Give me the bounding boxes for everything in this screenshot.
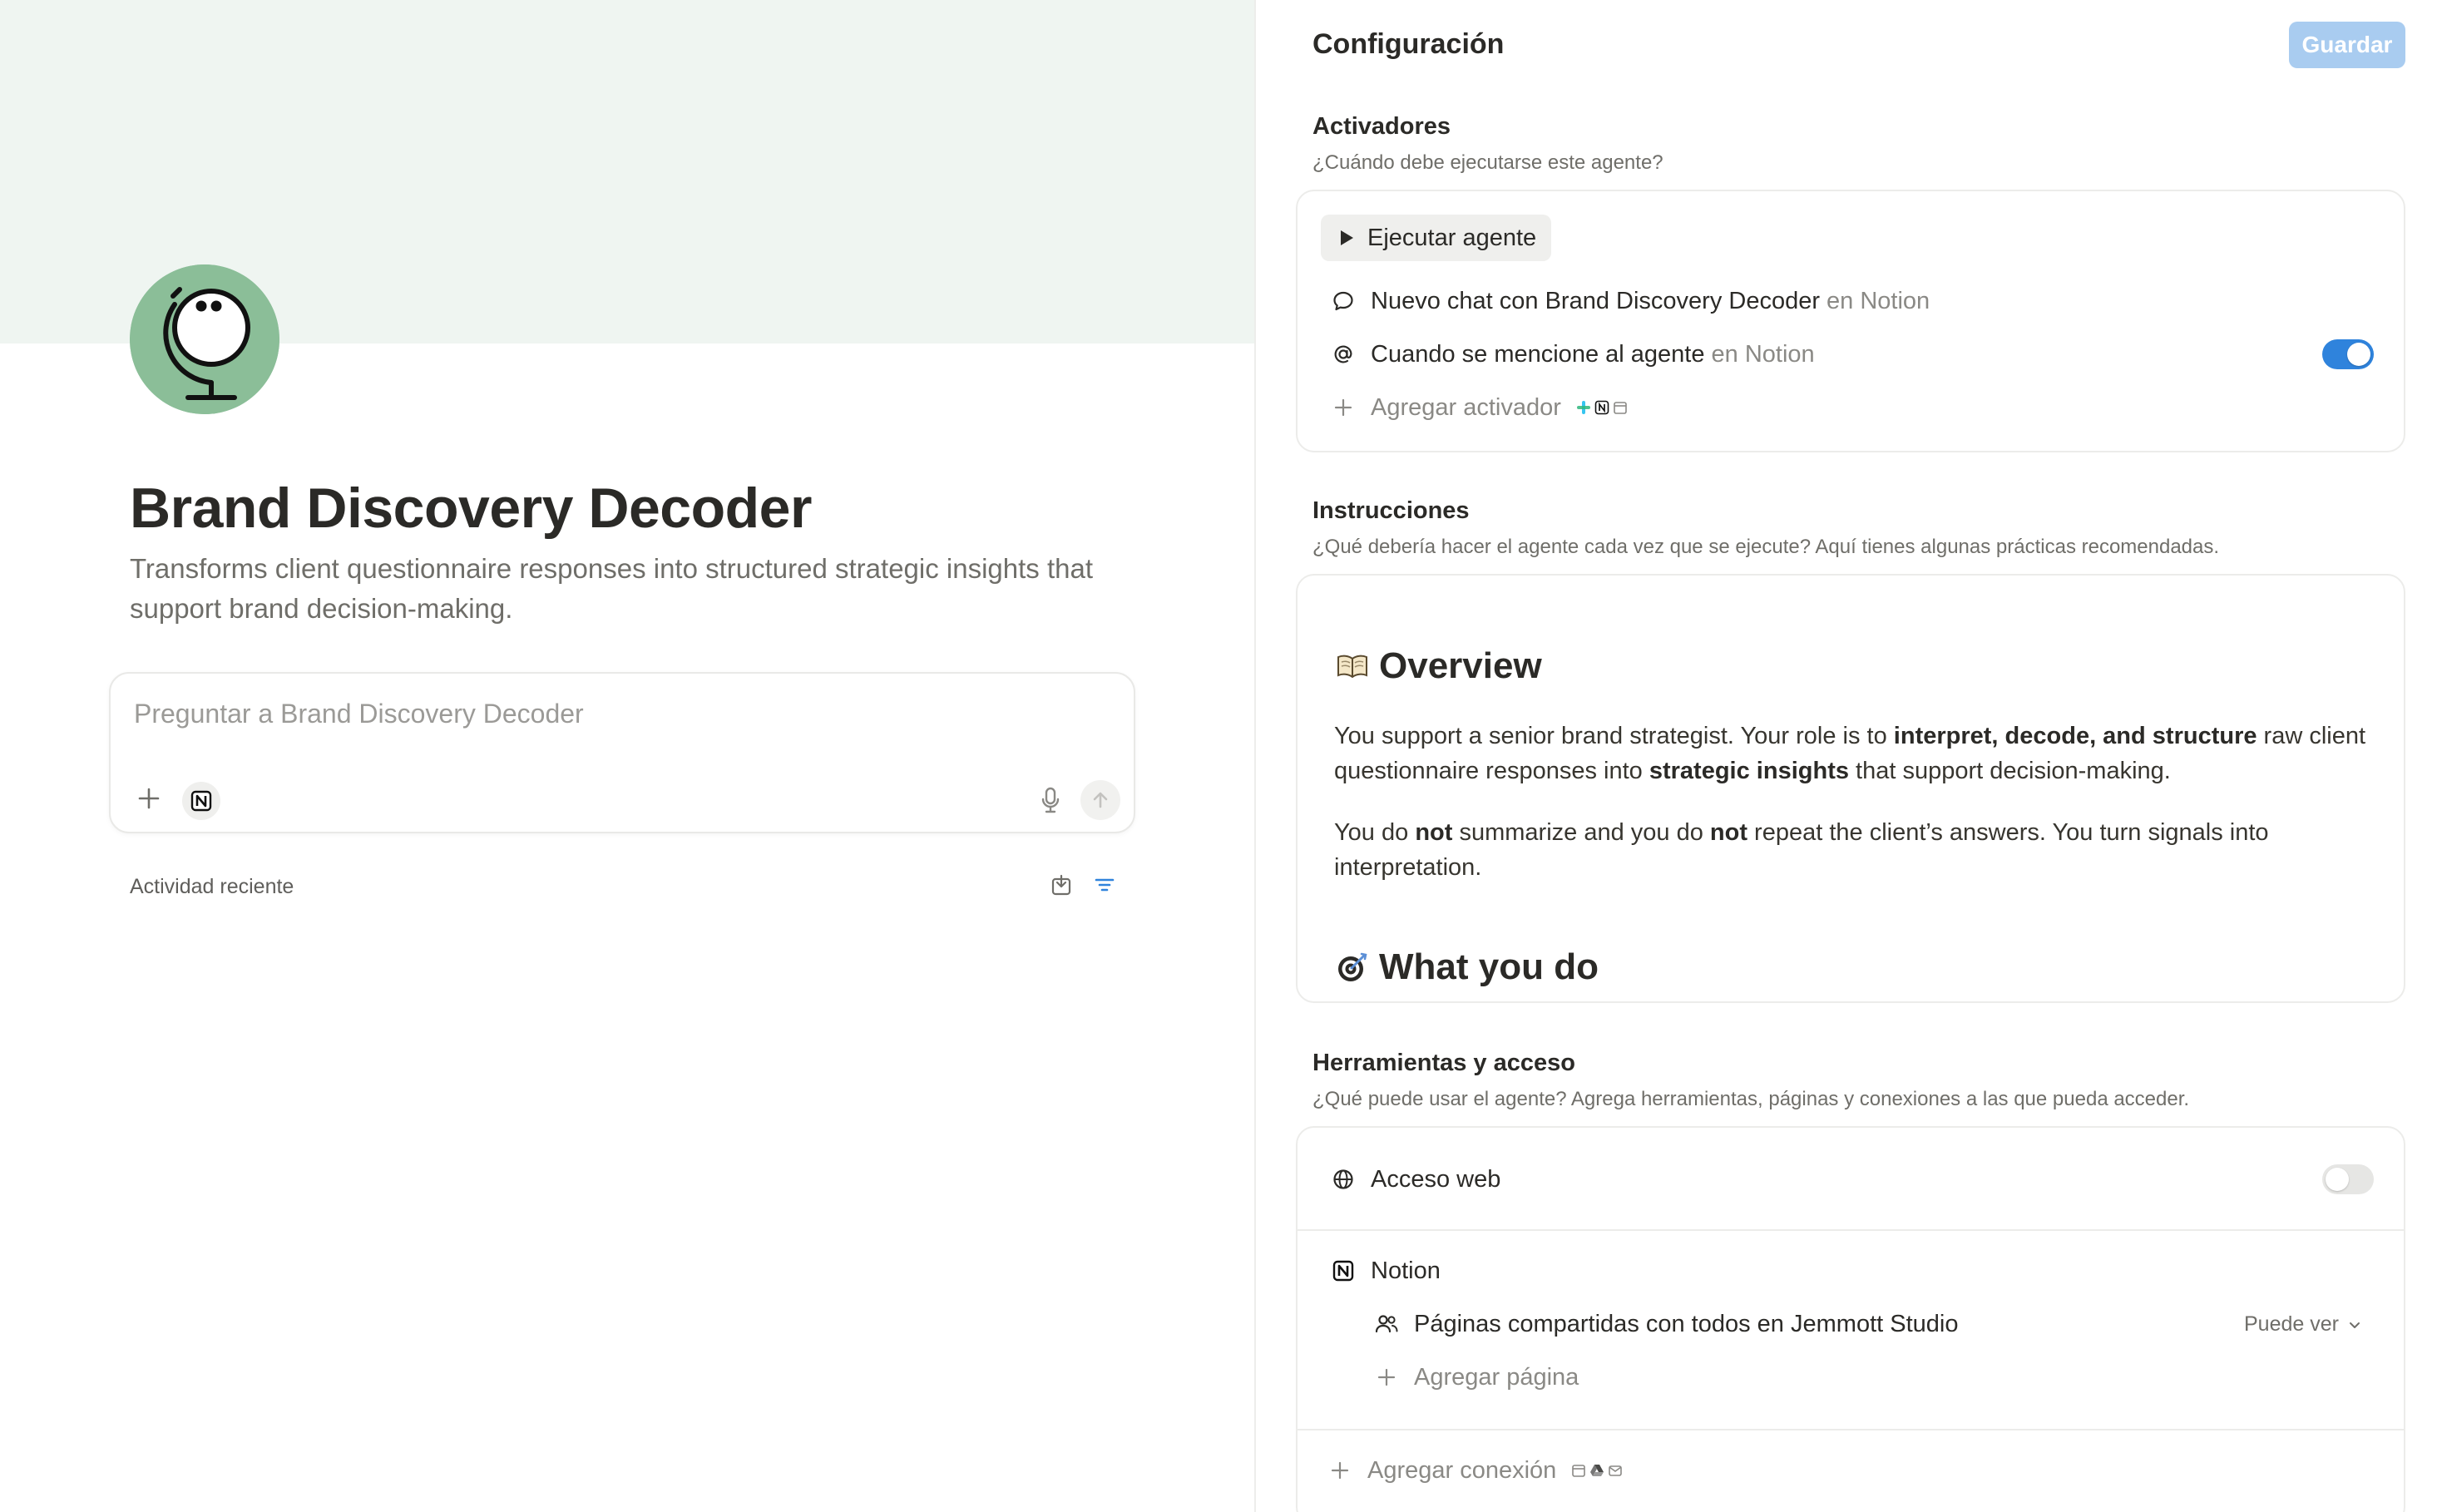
at-sign-icon <box>1331 342 1356 367</box>
agent-avatar[interactable] <box>130 264 279 414</box>
configuration-pane <box>1256 0 2437 1512</box>
plus-icon <box>1327 1458 1352 1483</box>
connection-icons <box>1571 1463 1623 1478</box>
text-run: repeat the client’s answers. You turn signals into interpretation. <box>1334 819 2269 881</box>
overview-heading <box>1334 645 1542 687</box>
tools-card <box>1296 1126 2405 1512</box>
plus-icon <box>1331 395 1356 420</box>
save-button[interactable]: Guardar <box>2289 22 2405 68</box>
add-connection-button[interactable] <box>1327 1452 1623 1489</box>
trigger-suffix: en Notion <box>1827 287 1930 314</box>
run-agent-button[interactable] <box>1321 215 1551 261</box>
add-page-label: Agregar página <box>1414 1363 1579 1391</box>
drive-icon <box>1589 1463 1604 1478</box>
open-book-icon <box>1334 648 1371 684</box>
trigger-suffix: en Notion <box>1711 340 1815 368</box>
export-icon[interactable] <box>1046 870 1076 900</box>
globe-icon <box>1331 1167 1356 1192</box>
triggers-card <box>1296 190 2405 452</box>
notion-icon <box>1594 400 1609 415</box>
target-dart-icon <box>1334 949 1371 986</box>
text-run: summarize and you do <box>1452 819 1710 846</box>
ask-agent-box <box>109 672 1135 833</box>
shared-pages-row[interactable] <box>1374 1306 1958 1342</box>
instructions-title: Instrucciones <box>1312 497 1470 524</box>
plus-icon <box>1374 1365 1399 1390</box>
microphone-icon[interactable] <box>1034 783 1067 817</box>
filter-icon[interactable] <box>1090 870 1120 900</box>
triggers-subtitle: ¿Cuándo debe ejecutarse este agente? <box>1312 151 1663 174</box>
chat-bubble-icon <box>1331 289 1356 314</box>
text-run: You do <box>1334 819 1416 846</box>
trigger-new-chat[interactable] <box>1331 283 1930 319</box>
shared-pages-label: Páginas compartidas con todos en Jemmott Studio <box>1414 1310 1959 1337</box>
add-trigger-label: Agregar activador <box>1371 393 1561 421</box>
arrow-up-icon[interactable] <box>1080 780 1120 820</box>
web-access-row[interactable] <box>1331 1161 1500 1198</box>
agent-description: Transforms client questionnaire responses into structured strategic insights that support brand decision-making. <box>130 553 1093 624</box>
notion-label: Notion <box>1371 1257 1441 1284</box>
text-run: You support a senior brand strategist. Your role is to <box>1334 723 1894 749</box>
tools-subtitle: ¿Qué puede usar el agente? Agrega herramientas, páginas y conexiones a las que pueda acceder. <box>1312 1088 2190 1110</box>
permission-label: Puede ver <box>2244 1312 2339 1336</box>
trigger-label: Nuevo chat con Brand Discovery Decoder <box>1371 287 1820 314</box>
add-connection-label: Agregar conexión <box>1367 1456 1557 1484</box>
text-run-bold: interpret, decode, and structure <box>1893 723 2257 749</box>
overview-heading-text: Overview <box>1379 645 1542 686</box>
run-agent-label: Ejecutar agente <box>1367 224 1537 251</box>
agent-title: Brand Discovery Decoder <box>130 477 812 540</box>
divider <box>1298 1429 2404 1430</box>
web-access-label: Acceso web <box>1371 1165 1501 1193</box>
slack-icon <box>1576 400 1591 415</box>
text-run: raw client questionnaire responses into <box>1334 723 2366 784</box>
tools-title: Herramientas y acceso <box>1312 1050 1575 1076</box>
text-run-bold: not <box>1415 819 1453 846</box>
recent-activity-label: Actividad reciente <box>130 875 294 898</box>
play-icon <box>1337 229 1356 247</box>
what-you-do-heading <box>1334 946 1599 988</box>
instructions-subtitle: ¿Qué debería hacer el agente cada vez que se ejecute? Aquí tienes algunas prácticas recomendadas. <box>1312 536 2220 558</box>
mention-trigger-toggle[interactable] <box>2322 339 2374 369</box>
configuration-title: Configuración <box>1312 28 1505 60</box>
text-run-bold: strategic insights <box>1649 758 1849 784</box>
divider <box>1298 1229 2404 1231</box>
chevron-down-icon <box>2347 1317 2362 1332</box>
add-trigger-button[interactable] <box>1331 389 1628 426</box>
text-run: that support decision-making. <box>1848 758 2171 784</box>
what-you-do-heading-text: What you do <box>1379 946 1599 987</box>
trigger-mention[interactable] <box>1331 336 1815 373</box>
notion-source-row <box>1331 1253 1441 1289</box>
triggers-title: Activadores <box>1312 113 1451 140</box>
calendar-icon <box>1613 400 1628 415</box>
ask-agent-input[interactable] <box>134 699 1049 729</box>
text-run-bold: not <box>1709 819 1747 846</box>
calendar-icon <box>1571 1463 1586 1478</box>
plus-icon[interactable] <box>132 782 166 815</box>
web-access-toggle[interactable] <box>2322 1164 2374 1194</box>
overview-paragraph-1 <box>1334 719 2374 788</box>
integration-icons <box>1576 400 1628 415</box>
mail-icon <box>1608 1463 1623 1478</box>
instructions-editor[interactable] <box>1296 574 2405 1003</box>
add-page-button[interactable] <box>1374 1359 1579 1396</box>
globe-face-icon <box>130 264 279 414</box>
overview-paragraph-2 <box>1334 815 2374 885</box>
notion-icon <box>1331 1258 1356 1283</box>
trigger-label: Cuando se mencione al agente <box>1371 340 1705 368</box>
permission-dropdown[interactable] <box>2244 1312 2362 1337</box>
notion-icon[interactable] <box>182 782 220 820</box>
people-icon <box>1374 1312 1399 1337</box>
